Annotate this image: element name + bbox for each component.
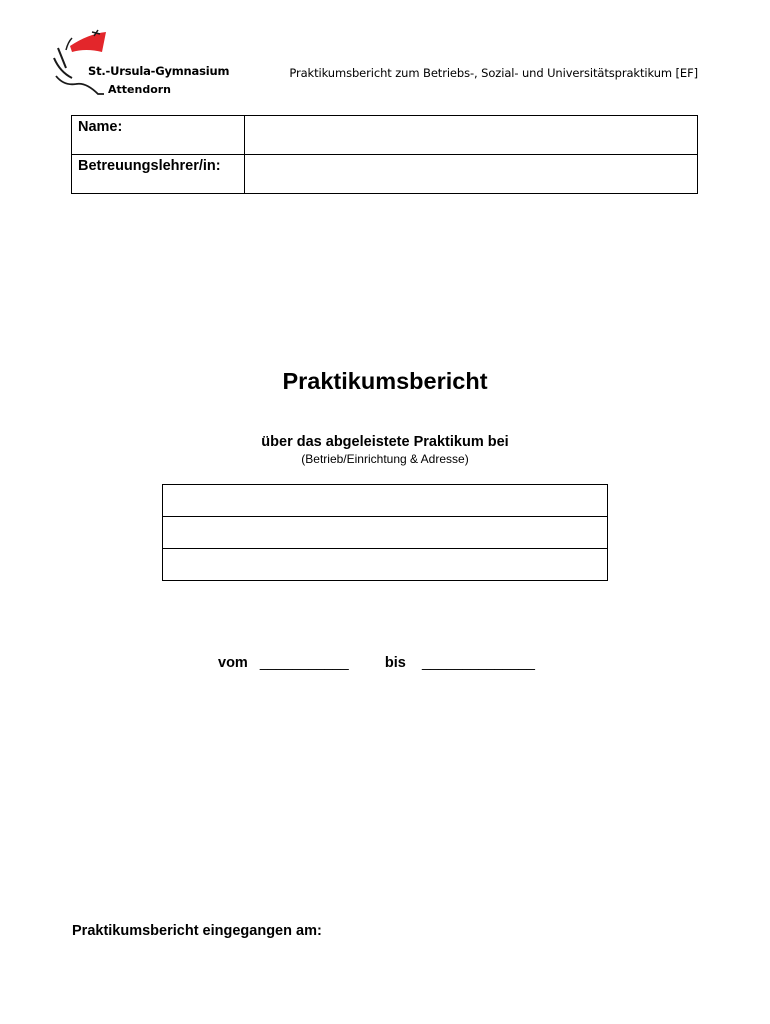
table-row [163,549,608,581]
to-label: bis [384,655,406,671]
name-label: Name: [72,116,245,155]
table-row [163,485,608,517]
address-line-1[interactable] [163,485,608,517]
table-row [72,116,698,155]
teacher-label: Betreuungslehrer/in: [72,155,245,194]
company-address-table [162,484,608,581]
page-subtitle: über das abgeleistete Praktikum bei [261,434,509,450]
header-title: Praktikumsbericht zum Betriebs-, Sozial- und Universitätspraktikum [EF] [289,66,698,80]
from-label: vom [218,655,248,671]
address-line-3[interactable] [163,549,608,581]
table-row [72,155,698,194]
to-date-blank[interactable]: ______________ [421,655,535,671]
school-logo [50,28,230,103]
school-name: St.-Ursula-Gymnasium [88,64,230,78]
page-title: Praktikumsbericht [282,368,488,394]
student-info-table [71,115,698,194]
date-range [218,655,535,671]
address-line-2[interactable] [163,517,608,549]
from-date-blank[interactable]: ___________ [259,655,349,671]
name-field[interactable] [245,116,698,155]
school-city: Attendorn [108,83,172,96]
address-hint: (Betrieb/Einrichtung & Adresse) [301,452,469,466]
received-label: Praktikumsbericht eingegangen am: [72,923,322,939]
table-row [163,517,608,549]
teacher-field[interactable] [245,155,698,194]
